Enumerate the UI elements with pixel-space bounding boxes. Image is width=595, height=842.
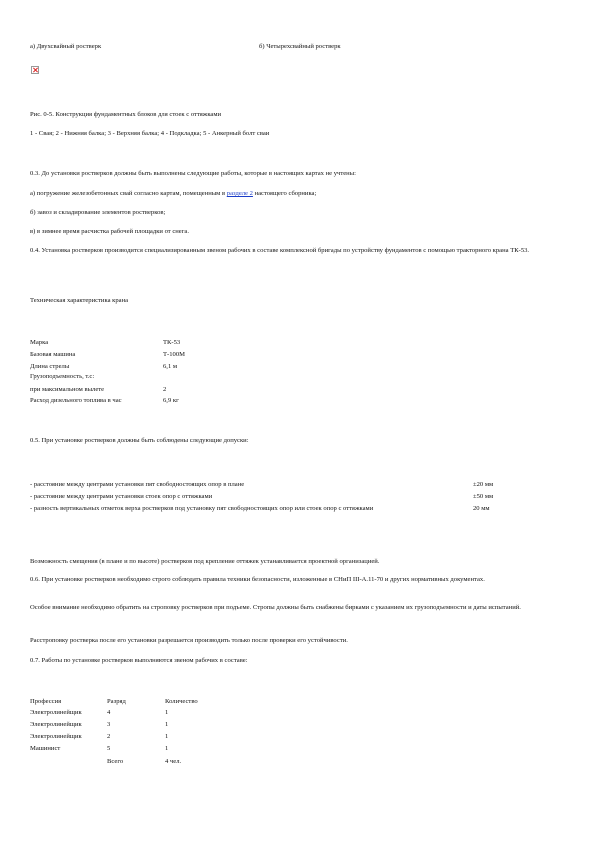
crew-header-profession: Профессия (30, 698, 62, 705)
shift-paragraph: Возможность смещения (в плане и по высоте) ростверков под крепление оттяжек устанавливается проектной организацией. (30, 558, 380, 565)
tolerance-value: 20 мм (473, 505, 490, 512)
section-0-5-intro: 0.5. При установке ростверков должны быть соблюдены следующие допуски: (30, 437, 249, 444)
crane-spec-label: Грузоподъемность, т.с: (30, 373, 95, 380)
crane-spec-label: Расход дизельного топлива в час (30, 397, 122, 404)
slinging-paragraph: Особое внимание необходимо обратить на строповку ростверков при подъеме. Стропы должны быть снабжены бирками с указанием их грузоподъемности и даты испытаний. (30, 604, 521, 611)
section-0-3-item-b: б) завоз и складирование элементов ростверков; (30, 209, 166, 216)
crew-grade: 3 (107, 721, 111, 728)
unslinging-paragraph: Расстроповку ростверка после его установки разрешается производить только после проверки его устойчивости. (30, 637, 348, 644)
crew-total-label: Всего (107, 758, 124, 765)
crane-spec-value: Т-100М (163, 351, 185, 358)
section-0-6-safety: 0.6. При установке ростверков необходимо строго соблюдать правила техники безопасности, изложенные в СНиП III-А.11-70 и других нормативных документах. (30, 576, 485, 583)
item-a-text-end: настоящего сборника; (252, 190, 317, 197)
tolerance-text: - разность вертикальных отметок верха ростверков под установку пят свободностоящих опор или стоек опор с оттяжками (30, 505, 374, 512)
crew-grade: 4 (107, 709, 111, 716)
tolerance-value: ±20 мм (473, 481, 494, 488)
tolerance-text: - расстояние между центрами установки стоек опор с оттяжками (30, 493, 213, 500)
crew-count: 1 (165, 709, 169, 716)
crane-spec-value: 2 (163, 386, 167, 393)
crane-spec-table (30, 339, 290, 414)
caption-four-pile-grillage: б) Четырехсвайный ростверк (259, 43, 341, 50)
tolerance-text: - расстояние между центрами установки пят свободностоящих опор в плане (30, 481, 245, 488)
section-0-3-item-v: в) в зимнее время расчистка рабочей площадки от снега. (30, 228, 189, 235)
crew-profession: Электролинейщик (30, 721, 82, 728)
crew-count: 1 (165, 745, 169, 752)
crane-spec-value: 6,1 м (163, 363, 178, 370)
section-0-3-item-a (30, 190, 316, 198)
crane-spec-label: Марка (30, 339, 49, 346)
section-0-4-text: 0.4. Установка ростверков производится специализированным звеном рабочих в составе комплексной бригады по устройству фундаментов с помощью тракторного крана ТК-53. (30, 247, 530, 254)
crane-spec-label: Базовая машина (30, 351, 76, 358)
crew-grade: 5 (107, 745, 111, 752)
tolerance-value: ±50 мм (473, 493, 494, 500)
figure-title: Рис. 0-5. Конструкция фундаментных блоков для стоек с оттяжками (30, 111, 222, 118)
crew-header-grade: Разряд (107, 698, 126, 705)
crane-spec-label: при максимальном вылете (30, 386, 105, 393)
crane-spec-value: ТК-53 (163, 339, 181, 346)
crane-spec-heading: Техническая характеристика крана (30, 297, 129, 304)
crew-table (30, 698, 230, 773)
crew-profession: Машинист (30, 745, 61, 752)
crew-profession: Электролинейщик (30, 733, 82, 740)
broken-image-icon (31, 66, 39, 74)
section-0-7-text: 0.7. Работы по установке ростверков выполняются звеном рабочих в составе: (30, 657, 248, 664)
crew-total-value: 4 чел. (165, 758, 182, 765)
crane-spec-label: Длина стрелы (30, 363, 70, 370)
crew-profession: Электролинейщик (30, 709, 82, 716)
tolerance-table (30, 481, 570, 526)
section-0-3-intro: 0.3. До установки ростверков должны быть выполнены следующие работы, которые в настоящих картах не учтены: (30, 170, 356, 177)
crane-spec-value: 6,9 кг (163, 397, 179, 404)
crew-count: 1 (165, 733, 169, 740)
section-2-link[interactable]: разделе 2 (226, 190, 253, 197)
item-a-text-start: а) погружение железобетонных свай согласно картам, помещенным в (30, 190, 227, 197)
crew-header-count: Количество (165, 698, 198, 705)
caption-two-pile-grillage: а) Двухсвайный ростверк (30, 43, 102, 50)
crew-count: 1 (165, 721, 169, 728)
crew-grade: 2 (107, 733, 111, 740)
figure-legend: 1 - Свая; 2 - Нижняя балка; 3 - Верхняя балка; 4 - Подкладка; 5 - Анкерный болт сваи (30, 130, 270, 137)
